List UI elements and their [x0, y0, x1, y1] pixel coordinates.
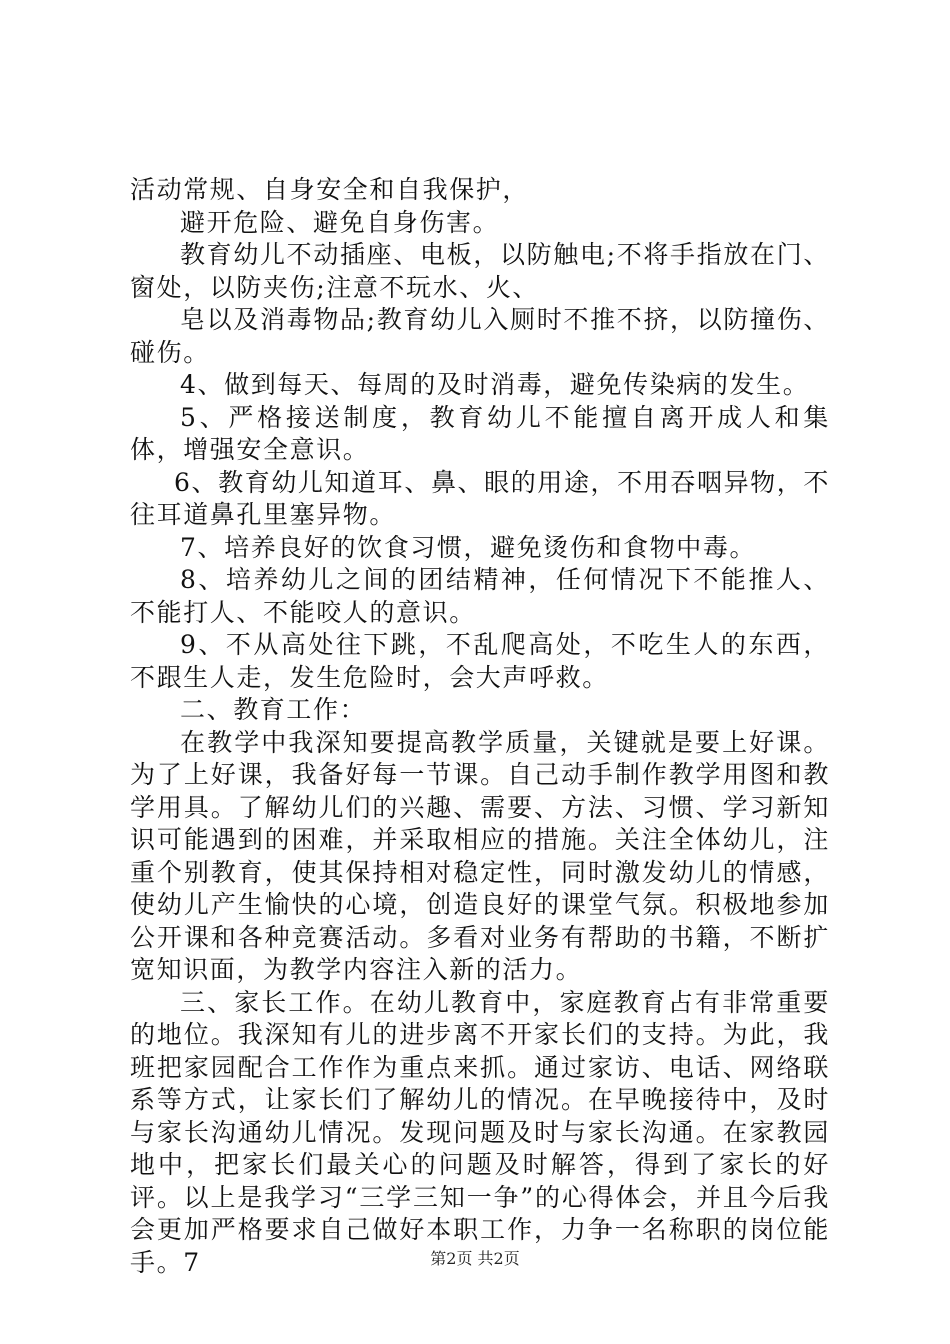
paragraph-education-work: 在教学中我深知要提高教学质量，关键就是要上好课。为了上好课，我备好每一节课。自己动手制作教学用图和教学用具。了解幼儿们的兴趣、需要、方法、习惯、学习新知识可能遇到的困难，并采取相应的措施。关注全体幼儿，注重个别教育，使其保持相对稳定性，同时激发幼儿的情感，使幼儿产生愉快的心境，创造良好的课堂气氛。积极地参加公开课和各种竞赛活动。多看对业务有帮助的书籍，不断扩宽知识面，为教学内容注入新的活力。 [130, 727, 830, 984]
document-body [130, 174, 830, 1279]
paragraph-toilet-safety: 皂以及消毒物品;教育幼儿入厕时不推不挤，以防撞伤、碰伤。 [130, 305, 830, 367]
paragraph-safety-routine: 活动常规、自身安全和自我保护， [130, 175, 530, 204]
paragraph-electric-safety: 教育幼儿不动插座、电板，以防触电;不将手指放在门、窗处，以防夹伤;注意不玩水、火、 [130, 240, 830, 302]
page-number-footer: 第2页 共2页 [430, 1249, 520, 1268]
paragraph-parent-work: 三、家长工作。在幼儿教育中，家庭教育占有非常重要的地位。我深知有儿的进步离不开家长们的支持。为此，我班把家园配合工作作为重点来抓。通过家访、电话、网络联系等方式，让家长们了解幼儿的情况。在早晚接待中，及时与家长沟通幼儿情况。发现问题及时与家长沟通。在家教园地中，把家长们最关心的问题及时解答，得到了家长的好评。以上是我学习“三学三知一争”的心得体会，并且今后我会更加严格要求自己做好本职工作，力争一名称职的岗位能手。7 [130, 987, 830, 1277]
paragraph-item-4: 4、做到每天、每周的及时消毒，避免传染病的发生。 [180, 370, 810, 399]
paragraph-item-6: 6、教育幼儿知道耳、鼻、眼的用途，不用吞咽异物，不往耳道鼻孔里塞异物。 [130, 467, 830, 529]
paragraph-item-7: 7、培养良好的饮食习惯，避免烫伤和食物中毒。 [180, 532, 757, 562]
paragraph-avoid-danger: 避开危险、避免自身伤害。 [180, 207, 500, 237]
paragraph-item-5: 5、严格接送制度，教育幼儿不能擅自离开成人和集体，增强安全意识。 [130, 402, 830, 464]
paragraph-item-8: 8、培养幼儿之间的团结精神，任何情况下不能推人、不能打人、不能咬人的意识。 [130, 565, 830, 627]
paragraph-item-9: 9、不从高处往下跳，不乱爬高处，不吃生人的东西，不跟生人走，发生危险时，会大声呼救。 [130, 630, 830, 692]
section-heading-education: 二、教育工作： [180, 695, 367, 724]
